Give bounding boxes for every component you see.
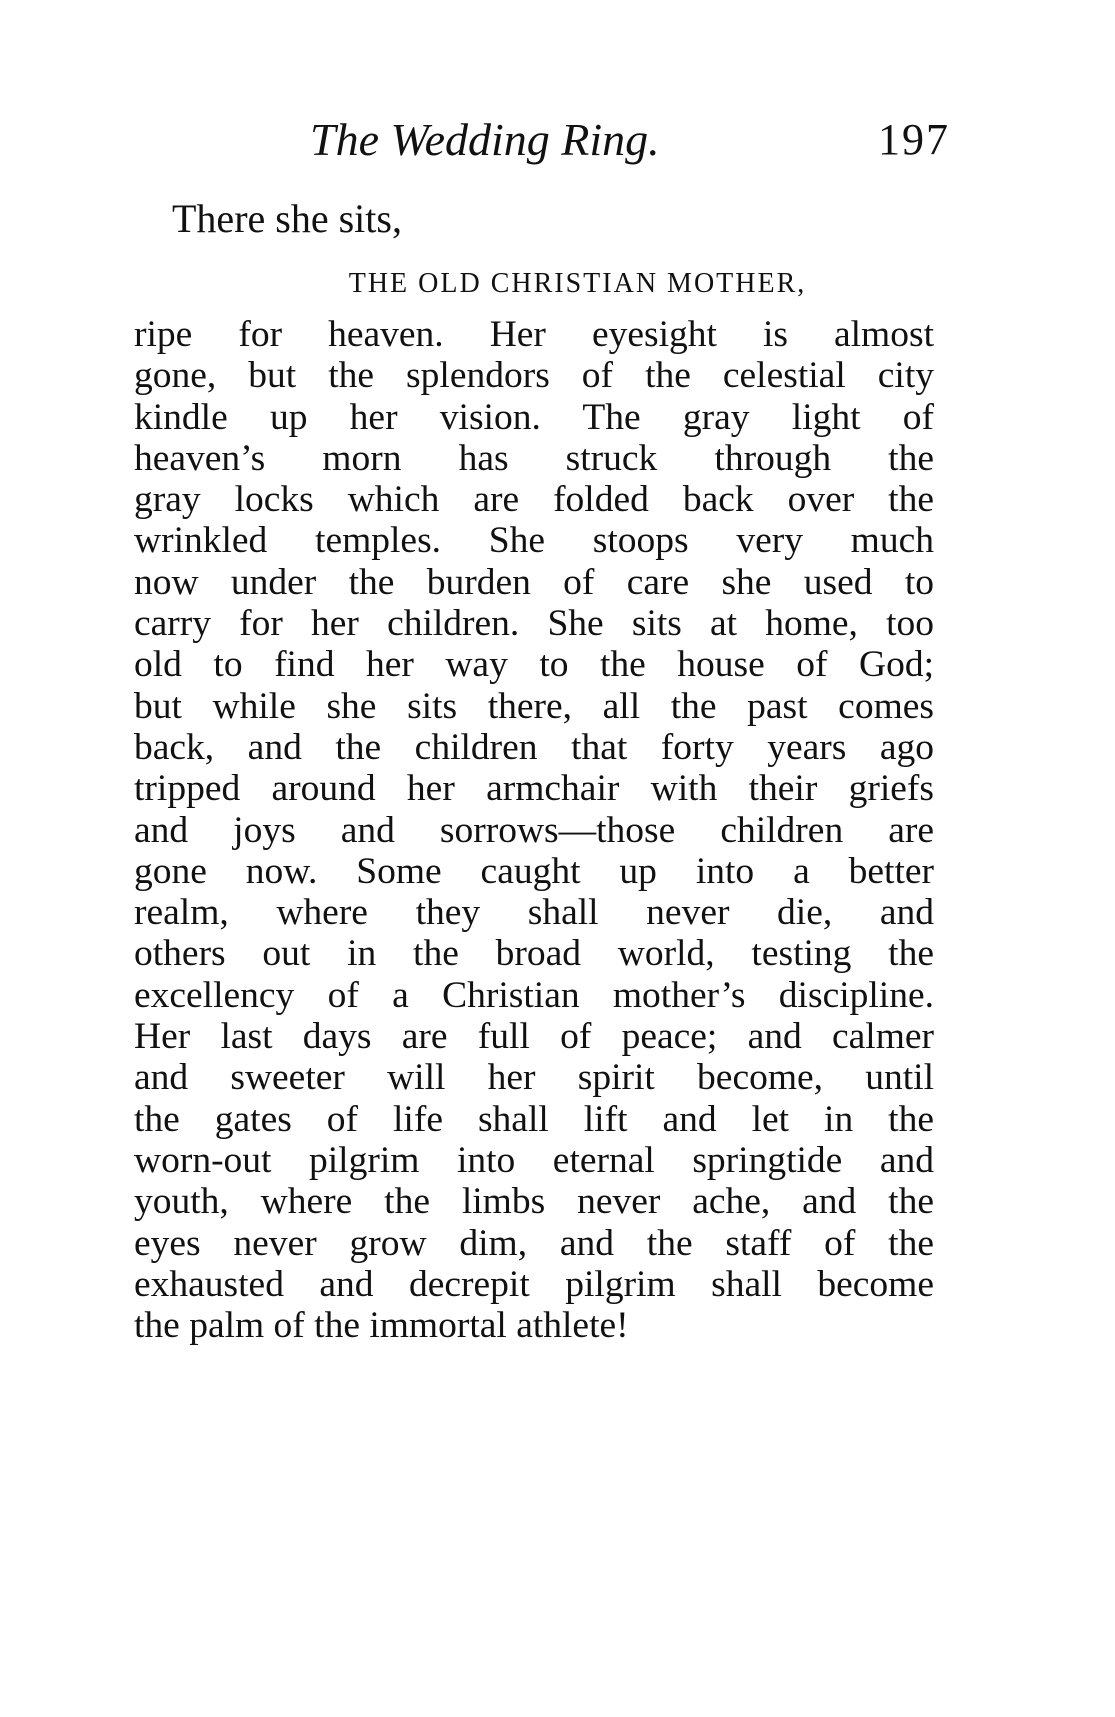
text-line: tripped around her armchair with their griefs (134, 768, 934, 810)
text-line: realm, where they shall never die, and (134, 892, 934, 934)
text-line: wrinkled temples. She stoops very much (134, 520, 934, 562)
text-line: gray locks which are folded back over the (134, 479, 934, 521)
running-title: The Wedding Ring. (310, 114, 660, 165)
text-line: gone now. Some caught up into a better (134, 850, 934, 892)
text-line: excellency of a Christian mother’s discipline. (134, 974, 934, 1016)
section-subheading: THE OLD CHRISTIAN MOTHER, (348, 268, 807, 299)
text-line: Her last days are full of peace; and calmer (134, 1016, 934, 1058)
text-line: old to find her way to the house of God; (134, 644, 934, 686)
body-paragraph (134, 314, 934, 1346)
text-line: ripe for heaven. Her eyesight is almost (134, 314, 934, 355)
opening-line: There she sits, (172, 196, 402, 241)
text-line: now under the burden of care she used to (134, 561, 934, 603)
text-line: back, and the children that forty years ago (134, 726, 934, 768)
text-line: but while she sits there, all the past comes (134, 685, 934, 727)
text-line: heaven’s morn has struck through the (134, 437, 934, 479)
text-line: worn-out pilgrim into eternal springtide and (134, 1139, 934, 1181)
text-line: and sweeter will her spirit become, until (134, 1057, 934, 1099)
text-line: carry for her children. She sits at home, too (134, 603, 934, 645)
page-header (310, 112, 950, 172)
text-line: exhausted and decrepit pilgrim shall become (134, 1263, 934, 1305)
text-line: kindle up her vision. The gray light of (134, 396, 934, 438)
text-line-last: the palm of the immortal athlete! (134, 1305, 629, 1347)
page-number: 197 (878, 115, 950, 164)
text-line: eyes never grow dim, and the staff of the (134, 1222, 934, 1264)
text-line: and joys and sorrows—those children are (134, 809, 934, 851)
text-line: others out in the broad world, testing the (134, 933, 934, 975)
text-line: gone, but the splendors of the celestial city (134, 355, 934, 397)
text-line: youth, where the limbs never ache, and the (134, 1181, 934, 1223)
text-line: the gates of life shall lift and let in the (134, 1098, 934, 1140)
